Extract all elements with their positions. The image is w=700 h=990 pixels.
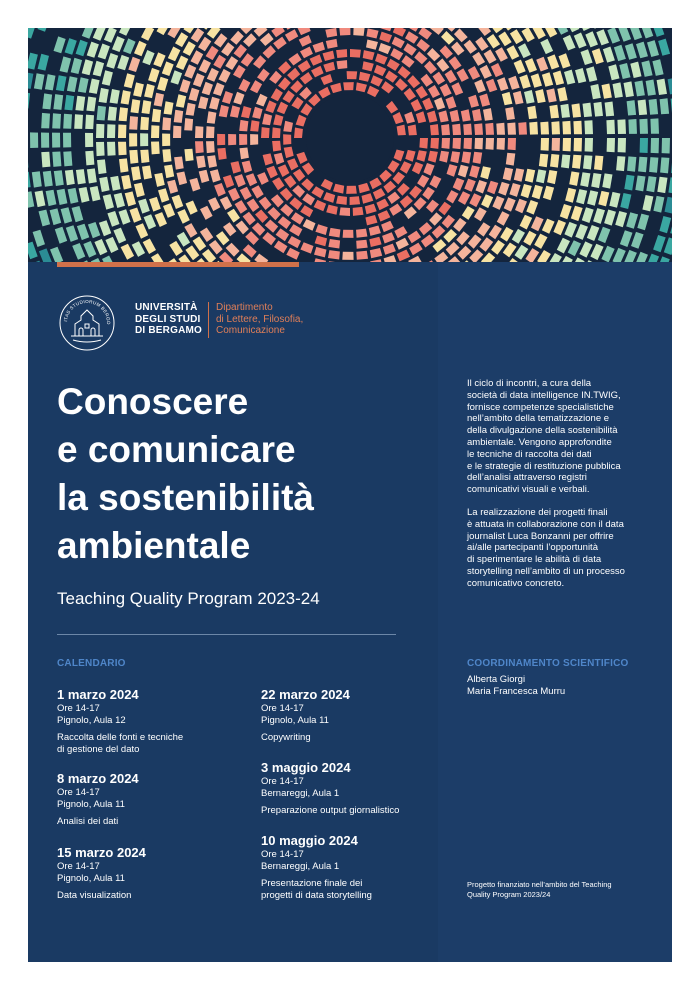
event-place: Bernareggi, Aula 1 (261, 787, 340, 799)
hero-center (306, 94, 394, 182)
event-date: 10 maggio 2024 (261, 833, 358, 848)
event-time: Ore 14-17 (261, 849, 304, 860)
event-date: 3 maggio 2024 (261, 760, 351, 775)
department-name (216, 302, 303, 337)
intro-text (467, 378, 657, 601)
university-name (135, 302, 202, 337)
radial-data-art (28, 28, 672, 262)
event-place: Pignolo, Aula 12 (57, 714, 126, 726)
hero-ring-segments (154, 93, 164, 107)
event-date: 22 marzo 2024 (261, 687, 350, 702)
event-description (261, 805, 399, 817)
intro-line: dell’analisi attraverso registri (467, 472, 587, 484)
event-description-line: Data visualization (57, 890, 132, 901)
right-panel (438, 262, 672, 962)
department-line: Dipartimento (216, 302, 273, 313)
seal-text: ITAS STUDIORUM BERGO (63, 299, 112, 325)
hero-ring-segments (481, 194, 493, 208)
intro-line: nell’ambito della tematizzazione e (467, 413, 610, 425)
funding-line: Progetto finanziato nell’ambito del Teaching (467, 880, 612, 889)
intro-line: di sperimentare le abilità di data (467, 554, 602, 566)
event-time: Ore 14-17 (261, 776, 304, 787)
department-line: Comunicazione (216, 325, 285, 336)
calendar-event (57, 845, 146, 902)
coordination-heading: COORDINAMENTO SCIENTIFICO (467, 658, 629, 669)
event-description (57, 816, 139, 828)
event-place: Pignolo, Aula 11 (57, 798, 125, 810)
intro-line: ai/alle partecipanti l’opportunità (467, 542, 598, 554)
calendar-event (261, 760, 399, 817)
university-seal-icon (58, 294, 116, 352)
event-description (57, 890, 146, 902)
hero-ring-segments (564, 70, 575, 85)
hero-ring-segments (38, 54, 49, 71)
intro-line: Il ciclo di incontri, a cura della (467, 378, 592, 389)
intro-paragraph (467, 507, 657, 590)
event-time: Ore 14-17 (57, 861, 100, 872)
intro-line: La realizzazione dei progetti finali (467, 506, 608, 518)
calendar-event (261, 687, 350, 744)
title-line: la sostenibilità (57, 477, 315, 518)
event-description (261, 732, 350, 744)
hero-data-visualization (28, 28, 672, 262)
hero-ring-segments (571, 206, 583, 221)
event-description (261, 878, 372, 901)
event-description-line: Copywriting (261, 732, 311, 743)
event-description-line: Presentazione finale dei (261, 878, 363, 889)
page-title (57, 378, 417, 570)
intro-line: comunicativo concreto. (467, 577, 565, 589)
calendar-event (57, 687, 183, 755)
svg-text:UNIVERSITAS STUDIORUM BERGOMEN (58, 294, 111, 325)
university-name-line: DI BERGAMO (135, 325, 202, 336)
intro-line: fornisce competenze specialistiche (467, 401, 614, 413)
accent-bar (57, 262, 299, 267)
event-time: Ore 14-17 (57, 787, 100, 798)
university-name-line: DEGLI STUDI (135, 313, 201, 325)
intro-line: comunicativi visuali e verbali. (467, 484, 590, 496)
funding-line: Quality Program 2023/24 (467, 889, 551, 899)
title-line: e comunicare (57, 429, 296, 470)
intro-line: della divulgazione della sostenibilità (467, 425, 618, 437)
event-place: Pignolo, Aula 11 (261, 714, 329, 726)
intro-line: journalist Luca Bonzanni per offrire (467, 530, 614, 542)
event-place: Bernareggi, Aula 1 (261, 860, 340, 872)
event-time: Ore 14-17 (57, 703, 100, 714)
divider (57, 634, 396, 635)
event-description-line: Raccolta delle fonti e tecniche (57, 732, 184, 743)
event-date: 15 marzo 2024 (57, 845, 146, 860)
coordinator-name: Maria Francesca Murru (467, 685, 566, 697)
coordinator-name: Alberta Giorgi (467, 674, 526, 685)
event-description (57, 732, 183, 755)
event-description-line: Analisi dei dati (57, 816, 119, 827)
university-logo (58, 294, 318, 354)
intro-line: ambientale. Vengono approfondite (467, 436, 612, 448)
page-subtitle: Teaching Quality Program 2023-24 (57, 589, 320, 608)
coordinators-list (467, 674, 565, 698)
poster (28, 28, 672, 962)
event-date: 8 marzo 2024 (57, 771, 139, 786)
event-place: Pignolo, Aula 11 (57, 872, 125, 884)
intro-line: è attuata in collaborazione con il data (467, 518, 624, 530)
intro-line: le tecniche di raccolta dei dati (467, 448, 592, 460)
title-line: ambientale (57, 525, 251, 566)
logo-separator (208, 302, 209, 338)
university-name-line: UNIVERSITÀ (135, 302, 198, 313)
hero-ring-segments (128, 57, 140, 72)
event-date: 1 marzo 2024 (57, 687, 139, 702)
intro-line: storytelling nell’ambito di un processo (467, 565, 625, 577)
event-description-line: di gestione del dato (57, 743, 140, 755)
event-description-line: Preparazione output giornalistico (261, 805, 400, 816)
calendar-event (261, 833, 372, 901)
intro-line: e le strategie di restituzione pubblica (467, 460, 621, 472)
calendar-event (57, 771, 139, 828)
intro-line: società di data intelligence IN.TWIG, (467, 389, 621, 401)
event-description-line: progetti di data storytelling (261, 889, 372, 901)
intro-paragraph (467, 378, 657, 496)
event-time: Ore 14-17 (261, 703, 304, 714)
title-line: Conoscere (57, 381, 249, 422)
calendar-heading: CALENDARIO (57, 658, 126, 669)
department-line: di Lettere, Filosofia, (216, 313, 304, 325)
funding-note (467, 880, 657, 899)
